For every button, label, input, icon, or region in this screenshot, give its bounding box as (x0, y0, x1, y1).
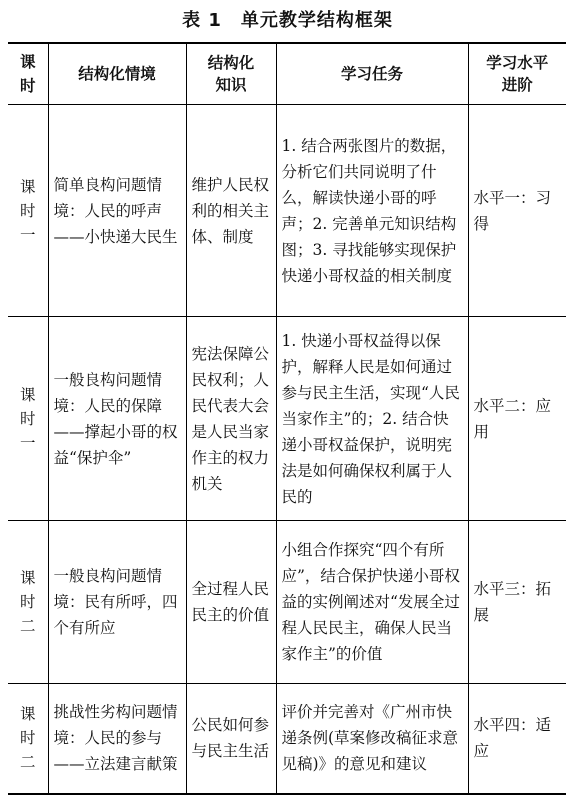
header-knowledge: 结构化知识 (186, 43, 276, 105)
level-cell: 水平一：习得 (468, 105, 566, 317)
task-cell: 1. 快递小哥权益得以保护，解释人民是如何通过参与民主生活，实现“人民当家作主”的；2. 结合快递小哥权益保护，说明宪法是如何确保权利属于人民的 (276, 317, 468, 521)
level-cell: 水平四：适应 (468, 684, 566, 794)
knowledge-cell: 公民如何参与民主生活 (186, 684, 276, 794)
header-lesson: 课时 (8, 43, 48, 105)
table-row (8, 105, 566, 317)
knowledge-cell: 全过程人民民主的价值 (186, 521, 276, 684)
table-row (8, 521, 566, 684)
situation-cell: 简单良构问题情境：人民的呼声——小快递大民生 (48, 105, 186, 317)
lesson-cell: 课时二 (8, 684, 48, 794)
task-cell: 1. 结合两张图片的数据，分析它们共同说明了什么，解读快递小哥的呼声；2. 完善单元知识结构图；3. 寻找能够实现保护快递小哥权益的相关制度 (276, 105, 468, 317)
table-title: 表 1 单元教学结构框架 (182, 10, 393, 31)
situation-cell: 一般良构问题情境：人民的保障——撑起小哥的权益“保护伞” (48, 317, 186, 521)
situation-cell: 挑战性劣构问题情境：人民的参与——立法建言献策 (48, 684, 186, 794)
table-row (8, 317, 566, 521)
lesson-cell: 课时一 (8, 317, 48, 521)
header-row (8, 43, 566, 105)
task-cell: 评价并完善对《广州市快递条例(草案修改稿征求意见稿)》的意见和建议 (276, 684, 468, 794)
header-level: 学习水平进阶 (468, 43, 566, 105)
header-task: 学习任务 (276, 43, 468, 105)
situation-cell: 一般良构问题情境：民有所呼，四个有所应 (48, 521, 186, 684)
header-situation: 结构化情境 (48, 43, 186, 105)
knowledge-cell: 维护人民权利的相关主体、制度 (186, 105, 276, 317)
task-cell: 小组合作探究“四个有所应”，结合保护快递小哥权益的实例阐述对“发展全过程人民民主，确保人民当家作主”的价值 (276, 521, 468, 684)
level-cell: 水平三：拓展 (468, 521, 566, 684)
table-row (8, 684, 566, 794)
knowledge-cell: 宪法保障公民权利；人民代表大会是人民当家作主的权力机关 (186, 317, 276, 521)
unit-structure-table (8, 42, 566, 795)
level-cell: 水平二：应用 (468, 317, 566, 521)
lesson-cell: 课时一 (8, 105, 48, 317)
lesson-cell: 课时二 (8, 521, 48, 684)
